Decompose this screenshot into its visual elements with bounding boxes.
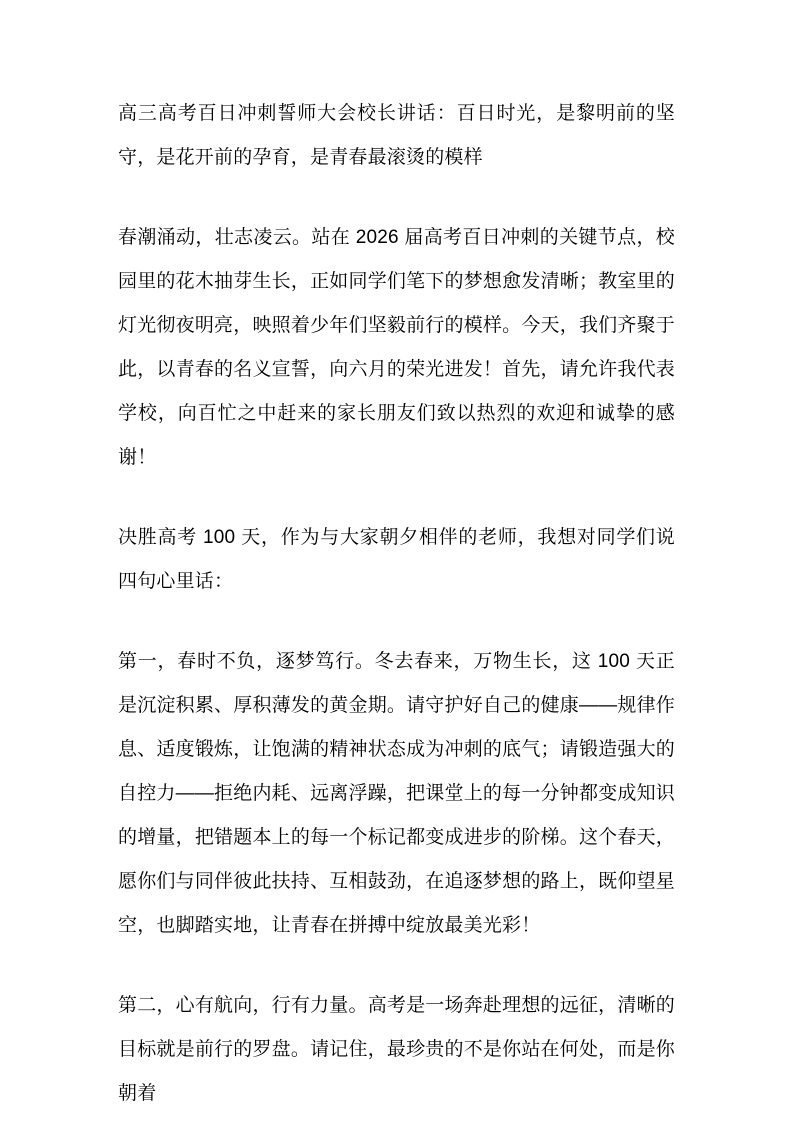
paragraph-opening: 春潮涌动，壮志凌云。站在 2026 届高考百日冲刺的关键节点，校园里的花木抽芽生长，正如同学们笔下的梦想愈发清晰；教室里的灯光彻夜明亮，映照着少年们坚毅前行的模样。今天，我们齐聚于此，以青春的名义宣誓，向六月的荣光进发！首先，请允许我代表学校，向百忙之中赶来的家长朋友们致以热烈的欢迎和诚挚的感谢！ [118,227,675,468]
document-title: 高三高考百日冲刺誓师大会校长讲话：百日时光，是黎明前的坚守，是花开前的孕育，是青春最滚烫的模样 [118,103,675,168]
paragraph-point-1: 第一，春时不负，逐梦笃行。冬去春来，万物生长，这 100 天正是沉淀积累、厚积薄发的黄金期。请守护好自己的健康——规律作息、适度锻炼，让饱满的精神状态成为冲刺的底气；请锻造强大的自控力——拒绝内耗、远离浮躁，把课堂上的每一分钟都变成知识的增量，把错题本上的每一个标记都变成进步的阶梯。这个春天，愿你们与同伴彼此扶持、互相鼓劲，在追逐梦想的路上，既仰望星空，也脚踏实地，让青春在拼搏中绽放最美光彩！ [118,651,675,936]
paragraph-lead-in: 决胜高考 100 天，作为与大家朝夕相伴的老师，我想对同学们说四句心里话： [118,527,675,592]
paragraph-point-2: 第二，心有航向，行有力量。高考是一场奔赴理想的远征，清晰的目标就是前行的罗盘。请记住，最珍贵的不是你站在何处，而是你朝着 [118,995,675,1104]
